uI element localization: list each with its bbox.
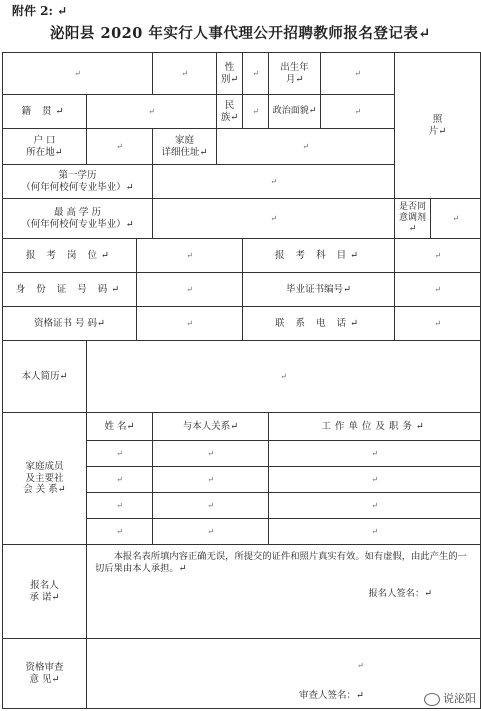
family-label: 家庭成员 及主要社 会 关 系↵ xyxy=(3,413,87,545)
ethnicity-value[interactable]: ↵ xyxy=(243,95,269,129)
pledge-box xyxy=(87,545,481,639)
native-place-value[interactable]: ↵ xyxy=(87,95,217,129)
diploma-number-label: 毕业证书编号↵ xyxy=(243,273,395,307)
home-address-value[interactable]: ↵ xyxy=(217,129,395,165)
adjust-label: 是否同 意调剂↵ xyxy=(395,199,431,239)
family-work-cell[interactable]: ↵ xyxy=(269,493,481,519)
family-relation-header: 与本人关系↵ xyxy=(153,413,269,441)
subject-label: 报 考 科 目↵ xyxy=(243,239,395,273)
review-label: 资格审查 意 见↵ xyxy=(3,639,87,709)
adjust-value[interactable]: ↵ xyxy=(431,199,481,239)
family-name-cell[interactable]: ↵ xyxy=(87,519,153,545)
birth-value[interactable]: ↵ xyxy=(321,53,395,95)
pledge-text: 本报名表所填内容正确无误，所提交的证件和照片真实有效。如有虚假，由此产生的一切后果由本人承担。↵ xyxy=(95,551,467,574)
family-work-cell[interactable]: ↵ xyxy=(269,441,481,467)
gender-value[interactable]: ↵ xyxy=(243,53,269,95)
cert-number-label: 资格证书 号 码↵ xyxy=(3,307,137,341)
family-relation-cell[interactable]: ↵ xyxy=(153,467,269,493)
birth-label: 出生年 月↵ xyxy=(269,53,321,95)
political-label: 政治面貌↵ xyxy=(269,95,321,129)
hukou-label: 户 口 所在地↵ xyxy=(3,129,87,165)
chat-bubble-icon xyxy=(424,693,440,706)
diploma-number-value[interactable]: ↵ xyxy=(395,273,481,307)
review-box[interactable]: ↵ 审查人签名：↵ 说泌阳 xyxy=(87,639,481,709)
family-relation-cell[interactable]: ↵ xyxy=(153,441,269,467)
first-degree-value[interactable]: ↵ xyxy=(153,165,395,199)
family-relation-cell[interactable]: ↵ xyxy=(153,493,269,519)
resume-value[interactable]: ↵ xyxy=(87,341,481,413)
family-name-cell[interactable]: ↵ xyxy=(87,441,153,467)
political-value[interactable]: ↵ xyxy=(321,95,395,129)
ethnicity-label: 民 族↵ xyxy=(217,95,243,129)
first-degree-label: 第一学历 （何年何校何专业毕业）↵ xyxy=(3,165,153,199)
family-name-cell[interactable]: ↵ xyxy=(87,467,153,493)
position-value[interactable]: ↵ xyxy=(137,239,243,273)
family-name-header: 姓 名↵ xyxy=(87,413,153,441)
gender-label: 性 别↵ xyxy=(217,53,243,95)
hukou-value[interactable]: ↵ xyxy=(87,129,153,165)
family-work-cell[interactable]: ↵ xyxy=(269,519,481,545)
registration-form-table xyxy=(2,52,481,709)
form-title: 泌阳县 2020 年实行人事代理公开招聘教师报名登记表↵ xyxy=(49,25,432,42)
photo-box[interactable]: 照 片↵ xyxy=(395,53,481,199)
position-label: 报 考 岗 位↵ xyxy=(3,239,137,273)
resume-label: 本人简历↵ xyxy=(3,341,87,413)
highest-degree-label: 最 高 学 历 （何年何校何专业毕业）↵ xyxy=(3,199,153,239)
applicant-signature[interactable]: 报名人签名：↵ xyxy=(368,588,433,600)
family-name-cell[interactable]: ↵ xyxy=(87,493,153,519)
native-place-label: 籍 贯↵ xyxy=(3,95,87,129)
attachment-label: 附件 2: ↵ xyxy=(12,4,68,18)
phone-value[interactable]: ↵ xyxy=(395,307,481,341)
family-work-header: 工作单位及职务↵ xyxy=(269,413,481,441)
id-number-label: 身 份 证 号 码↵ xyxy=(3,273,137,307)
pledge-label: 报名人 承 诺↵ xyxy=(3,545,87,639)
cert-number-value[interactable]: ↵ xyxy=(137,307,243,341)
watermark: 说泌阳 xyxy=(424,692,476,706)
reviewer-signature: 审查人签名：↵ xyxy=(299,690,364,702)
home-address-label: 家庭 详细住址↵ xyxy=(153,129,217,165)
family-work-cell[interactable]: ↵ xyxy=(269,467,481,493)
family-relation-cell[interactable]: ↵ xyxy=(153,519,269,545)
name-label: ↵ xyxy=(3,53,153,95)
phone-label: 联 系 电 话↵ xyxy=(243,307,395,341)
id-number-value[interactable]: ↵ xyxy=(137,273,243,307)
name-value[interactable]: ↵ xyxy=(153,53,217,95)
highest-degree-value[interactable]: ↵ xyxy=(153,199,395,239)
subject-value[interactable]: ↵ xyxy=(395,239,481,273)
